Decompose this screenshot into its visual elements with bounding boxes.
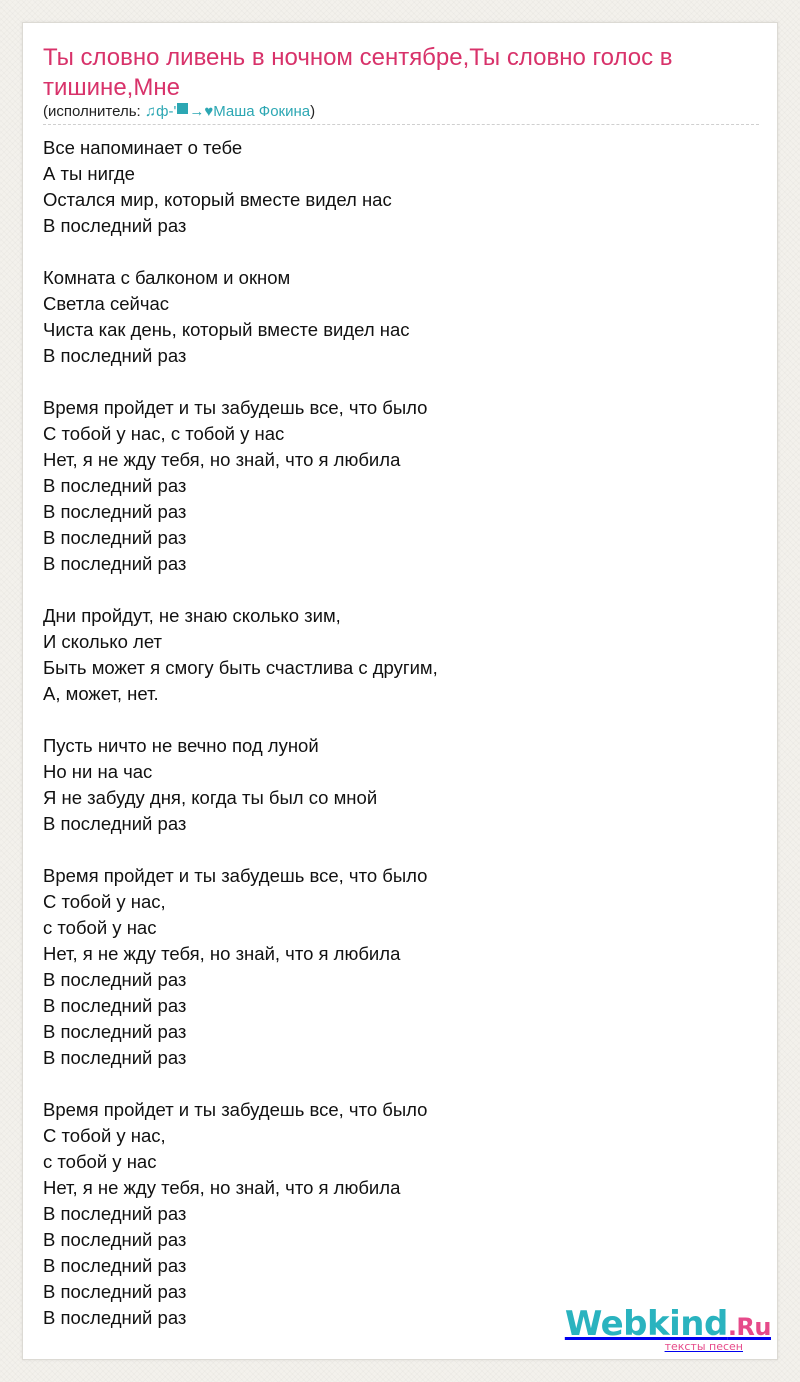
lyrics-line: В последний раз <box>43 345 187 366</box>
lyrics-line: Нет, я не жду тебя, но знай, что я любила <box>43 1177 401 1198</box>
divider <box>43 124 759 125</box>
lyrics-line: Быть может я смогу быть счастлива с другим, <box>43 657 438 678</box>
lyrics-text <box>43 135 759 1357</box>
lyrics-line: В последний раз <box>43 553 187 574</box>
lyrics-line: Остался мир, который вместе видел нас <box>43 189 392 210</box>
lyrics-line: В последний раз <box>43 995 187 1016</box>
lyrics-stanza <box>43 1097 759 1331</box>
lyrics-line: В последний раз <box>43 1203 187 1224</box>
lyrics-line: В последний раз <box>43 969 187 990</box>
lyrics-stanza <box>43 395 759 577</box>
lyrics-line: Время пройдет и ты забудешь все, что было <box>43 397 428 418</box>
lyrics-line: И сколько лет <box>43 631 162 652</box>
lyrics-line: С тобой у нас, с тобой у нас <box>43 423 285 444</box>
lyrics-line: с тобой у нас <box>43 917 157 938</box>
lyrics-line: Но ни на час <box>43 761 153 782</box>
lyrics-line: В последний раз <box>43 1047 187 1068</box>
lyrics-line: Чиста как день, который вместе видел нас <box>43 319 410 340</box>
lyrics-line: В последний раз <box>43 1255 187 1276</box>
lyrics-line: Время пройдет и ты забудешь все, что было <box>43 865 428 886</box>
artist-line <box>43 102 315 122</box>
lyrics-card <box>22 22 778 1360</box>
lyrics-stanza <box>43 733 759 837</box>
square-icon <box>177 103 188 114</box>
lyrics-line: Я не забуду дня, когда ты был со мной <box>43 787 378 808</box>
lyrics-line: Время пройдет и ты забудешь все, что было <box>43 1099 428 1120</box>
lyrics-line: В последний раз <box>43 527 187 548</box>
lyrics-line: Комната с балконом и окном <box>43 267 291 288</box>
lyrics-line: Нет, я не жду тебя, но знай, что я любила <box>43 943 401 964</box>
artist-prefix: (исполнитель: <box>43 103 145 120</box>
lyrics-line: Все напоминает о тебе <box>43 137 243 158</box>
artist-suffix: ) <box>310 103 316 120</box>
lyrics-stanza <box>43 863 759 1071</box>
logo-main-text: Webkind <box>564 1304 728 1344</box>
lyrics-line: Нет, я не жду тебя, но знай, что я любила <box>43 449 401 470</box>
lyrics-line: В последний раз <box>43 813 187 834</box>
lyrics-line: В последний раз <box>43 1281 187 1302</box>
lyrics-line: Пусть ничто не вечно под луной <box>43 735 319 756</box>
lyrics-line: Светла сейчас <box>43 293 169 314</box>
site-logo[interactable] <box>565 1306 771 1353</box>
lyrics-line: С тобой у нас, <box>43 1125 166 1146</box>
lyrics-line: Дни пройдут, не знаю сколько зим, <box>43 605 341 626</box>
logo-tagline: тексты песен <box>664 1340 743 1353</box>
lyrics-line: В последний раз <box>43 1229 187 1250</box>
lyrics-line: В последний раз <box>43 215 187 236</box>
lyrics-stanza <box>43 603 759 707</box>
lyrics-line: А ты нигде <box>43 163 135 184</box>
lyrics-line: В последний раз <box>43 1307 187 1328</box>
lyrics-line: С тобой у нас, <box>43 891 166 912</box>
lyrics-stanza <box>43 135 759 239</box>
artist-name-b: →♥Маша Фокина <box>189 103 311 120</box>
lyrics-line: В последний раз <box>43 475 187 496</box>
lyrics-line: А, может, нет. <box>43 683 159 704</box>
lyrics-stanza <box>43 265 759 369</box>
lyrics-line: В последний раз <box>43 1021 187 1042</box>
logo-tld: .Ru <box>727 1313 771 1341</box>
artist-link[interactable] <box>145 103 310 120</box>
artist-name-a: ♫ф-' <box>144 103 177 120</box>
lyrics-line: с тобой у нас <box>43 1151 157 1172</box>
lyrics-line: В последний раз <box>43 501 187 522</box>
song-title: Ты словно ливень в ночном сентябре,Ты словно голос в тишине,Мне <box>43 44 673 101</box>
